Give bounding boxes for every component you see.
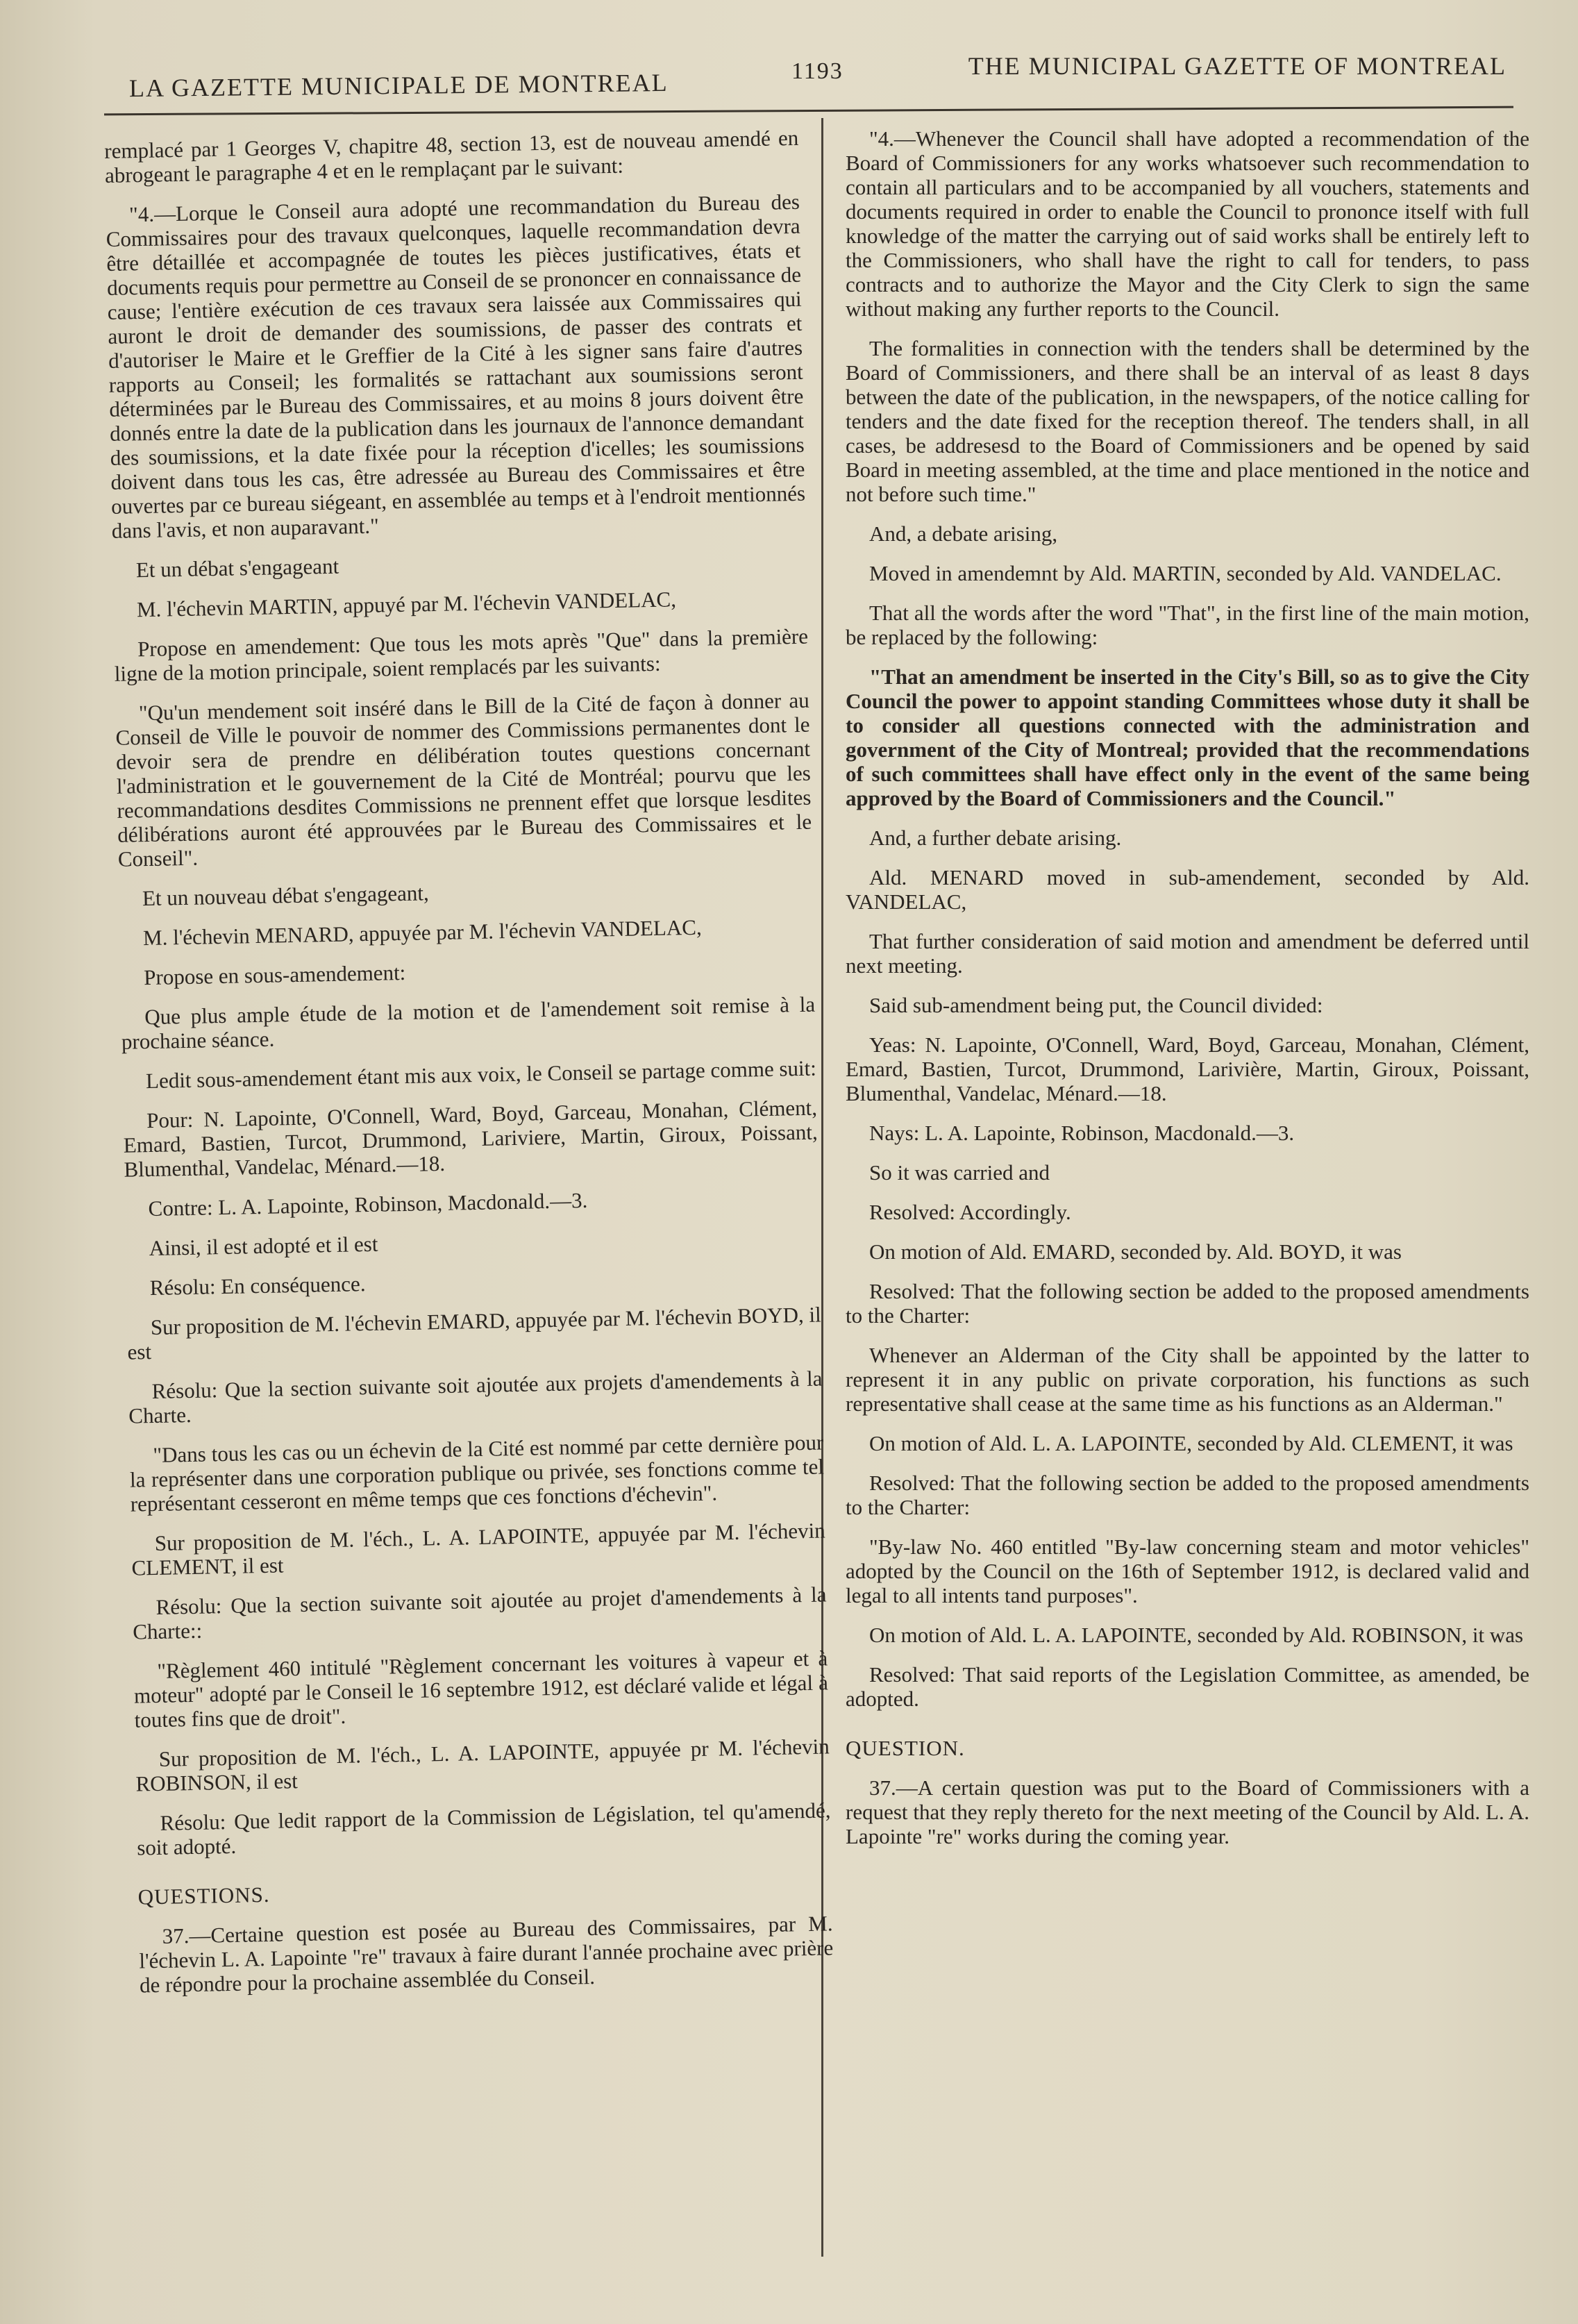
paragraph: Propose en sous-amendement: (143, 960, 406, 990)
english-column (846, 126, 1529, 1864)
page-header (104, 43, 1513, 103)
paragraph: Nays: L. A. Lapointe, Robinson, Macdonald.—3. (869, 1121, 1295, 1145)
paragraph: Sur proposition de M. l'échevin EMARD, appuyée par M. l'échevin BOYD, il est (127, 1302, 822, 1364)
paragraph: So it was carried and (869, 1160, 1050, 1185)
section-heading: QUESTIONS. (137, 1882, 270, 1909)
paragraph: Contre: L. A. Lapointe, Robinson, Macdonald.—3. (148, 1187, 588, 1221)
paragraph: Resolved: That said reports of the Legislation Committee, as amended, be adopted. (846, 1662, 1529, 1711)
paragraph: Whenever an Alderman of the City shall be appointed by the latter to represent it in any public on private corporation, his functions as such representative shall cease at the same time as his functions as an Alderman." (846, 1343, 1529, 1416)
paragraph: Ledit sous-amendement étant mis aux voix, le Conseil se partage comme suit: (145, 1055, 817, 1094)
paragraph: The formalities in connection with the tenders shall be determined by the Board of Commissioners, and there shall be an interval of as least 8 days between the date of the publication, in the newspapers, of the notice calling for tenders and the date fixed for the reception thereof. The tenders shall, in all cases, be addresesd to the Board of Commissioners and be opened by said Board in meeting assembled, at the time and place mentioned in the notice and not before such time." (846, 336, 1529, 506)
french-title: LA GAZETTE MUNICIPALE DE MONTREAL (128, 68, 669, 103)
paragraph: "4.—Whenever the Council shall have adopted a recommendation of the Board of Commissioners for any works whatsoever such recommendation to contain all particulars and to be accompanied by all vouchers, statements and documents required in order to enable the Council to prononce itself with full knowledge of the matter the carrying out of said works shall be entirely left to the Commissioners, who shall have the right to call for tenders, to pass contracts and to authorize the Mayor and the City Clerk to sign the same without making any further reports to the Council. (846, 126, 1529, 321)
paragraph: Sur proposition de M. l'éch., L. A. LAPOINTE, appuyée par M. l'échevin CLEMENT, il est (131, 1518, 825, 1580)
paragraph: M. l'échevin MENARD, appuyée par M. l'échevin VANDELAC, (142, 914, 702, 951)
french-column (104, 126, 834, 2013)
english-title: THE MUNICIPAL GAZETTE OF MONTREAL (968, 52, 1506, 80)
paragraph: Pour: N. Lapointe, O'Connell, Ward, Boyd, Garceau, Monahan, Clément, Emard, Bastien, Turcot, Drummond, Lariviere, Martin, Giroux, Poissant, Blumenthal, Vandelac, Ménard.—18. (123, 1095, 818, 1182)
paragraph: Résolu: Que la section suivante soit ajoutée aux projets d'amendements à la Charte. (128, 1366, 823, 1428)
paragraph: "By-law No. 460 entitled "By-law concerning steam and motor vehicles" adopted by the Council on the 16th of September 1912, is declared valid and legal to all intents tand purposes". (846, 1535, 1529, 1607)
paragraph: On motion of Ald. L. A. LAPOINTE, seconded by Ald. CLEMENT, it was (869, 1431, 1513, 1455)
paragraph: Que plus ample étude de la motion et de l'amendement soit remise à la prochaine séance. (121, 992, 816, 1054)
paragraph: Résolu: Que ledit rapport de la Commission de Législation, tel qu'amendé, soit adopté. (136, 1798, 831, 1860)
paragraph: Et un nouveau débat s'engageant, (142, 880, 430, 911)
paragraph: 37.—Certaine question est posée au Bureau des Commissaires, par M. l'échevin L. A. Lapointe "re" travaux à faire durant l'année prochaine avec prière de répondre pour la prochaine assemblée du Conseil. (139, 1911, 834, 1998)
paragraph: "Qu'un mendement soit inséré dans le Bill de la Cité de façon à donner au Conseil de Ville le pouvoir de nommer des Commissions permanentes dont le devoir sera de prendre en délibération toutes questions concernant l'administration et le gouvernement de la Cité de Montréal; pourvu que les recommandations desdites Commissions ne prennent effet que lorsque lesdites délibérations auront été approuvées par le Bureau des Commissaires et le Conseil". (115, 687, 812, 871)
paragraph: "That an amendment be inserted in the City's Bill, so as to give the City Council the power to appoint standing Committees whose duty it shall be to consider all questions connected with the administration and government of the City of Montreal; provided that the recommendations of such committees shall have effect only in the event of the same being approved by the Board of Commissioners and the Council." (846, 664, 1529, 810)
paragraph: Said sub-amendment being put, the Council divided: (869, 993, 1323, 1017)
page-number: 1193 (791, 58, 843, 84)
paragraph: M. l'échevin MARTIN, appuyé par M. l'échevin VANDELAC, (136, 587, 677, 622)
paragraph: And, a further debate arising. (869, 826, 1122, 850)
paragraph: Moved in amendemnt by Ald. MARTIN, seconded by Ald. VANDELAC. (869, 561, 1502, 585)
paragraph: Ald. MENARD moved in sub-amendement, seconded by Ald. VANDELAC, (846, 865, 1529, 914)
paragraph: 37.—A certain question was put to the Board of Commissioners with a request that they reply thereto for the next meeting of the Council by Ald. L. A. Lapointe "re" works during the coming year. (846, 1775, 1529, 1848)
paragraph: Propose en amendement: Que tous les mots après "Que" dans la première ligne de la motion principale, soient remplacés par les suivants: (114, 624, 809, 686)
paragraph: Résolu: Que la section suivante soit ajoutée au projet d'amendements à la Charte:: (132, 1582, 827, 1644)
paragraph: On motion of Ald. L. A. LAPOINTE, seconded by Ald. ROBINSON, it was (869, 1623, 1524, 1647)
paragraph: Résolu: En conséquence. (149, 1271, 366, 1301)
paragraph: That all the words after the word "That", in the first line of the main motion, be replaced by the following: (846, 601, 1529, 649)
paragraph: Et un débat s'engageant (135, 553, 339, 583)
section-heading: QUESTION. (846, 1736, 965, 1760)
paragraph: "Dans tous les cas ou un échevin de la Cité est nommé par cette dernière pour la représenter dans une corporation publique ou privée, ses fonctions comme tel représentant cesseront en même temps que ces fonctions d'échevin". (129, 1430, 825, 1516)
paragraph: Sur proposition de M. l'éch., L. A. LAPOINTE, appuyée pr M. l'échevin ROBINSON, il est (135, 1734, 830, 1796)
paragraph: That further consideration of said motion and amendment be deferred until next meeting. (846, 929, 1529, 978)
paragraph: Resolved: That the following section be added to the proposed amendments to the Charter: (846, 1471, 1529, 1519)
paragraph: "4.—Lorque le Conseil aura adopté une recommandation du Bureau des Commissaires pour des travaux quelconques, laquelle recommandation devra être détaillée et accompagnée de toutes les pièces justificatives, états et documents requis pour permettre au Conseil de se prononcer en connaissance de cause; l'entière exécution de ces travaux sera laissée aux Commissaires qui auront le droit de demander des soumissions, de passer des contrats et d'autoriser le Maire et le Greffier de la Cité à les signer sans faire d'autres rapports au Conseil; les formalités se rattachant aux soumissions seront déterminées par le Bureau des Commissaires, et au moins 8 jours doivent être donnés entre la date de la publication dans les journaux de l'annonce demandant des soumissions, et la date fixée pour la réception d'icelles; les soumissions doivent dans tous les cas, être adressée au Bureau des Commissaires et être ouvertes par ce bureau siégeant, en assemblée au temps et à l'endroit mentionnés dans l'avis, et non auparavant." (106, 189, 806, 543)
header-rule (104, 106, 1513, 116)
paragraph: Resolved: That the following section be added to the proposed amendments to the Charter: (846, 1279, 1529, 1328)
paragraph: remplacé par 1 Georges V, chapitre 48, section 13, est de nouveau amendé en abrogeant le paragraphe 4 et en le remplaçant par le suivant: (104, 125, 799, 187)
paragraph: "Règlement 460 intitulé "Règlement concernant les voitures à vapeur et à moteur" adopté par le Conseil le 16 septembre 1912, est déclaré valide et légal à toutes fins que de droit". (133, 1646, 829, 1732)
paragraph: And, a debate arising, (869, 521, 1058, 546)
paragraph: Yeas: N. Lapointe, O'Connell, Ward, Boyd, Garceau, Monahan, Clément, Emard, Bastien, Turcot, Drummond, Larivière, Martin, Giroux, Poissant, Blumenthal, Vandelac, Ménard.—18. (846, 1033, 1529, 1105)
paragraph: Ainsi, il est adopté et il est (149, 1231, 378, 1261)
paragraph: On motion of Ald. EMARD, seconded by. Ald. BOYD, it was (869, 1239, 1402, 1264)
paragraph: Resolved: Accordingly. (869, 1200, 1071, 1224)
